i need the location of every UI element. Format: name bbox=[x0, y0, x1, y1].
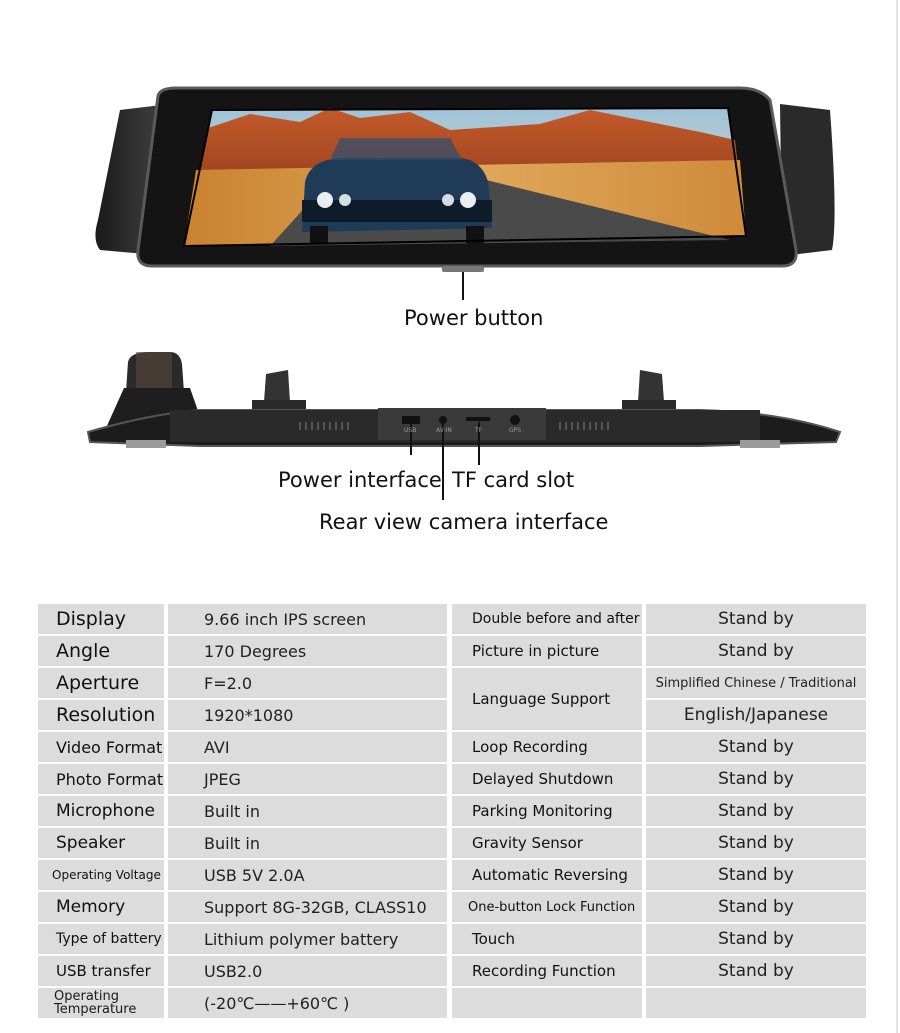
spec-value: Stand by bbox=[646, 604, 866, 634]
spec-table bbox=[38, 604, 866, 1018]
spec-label: Aperture bbox=[38, 668, 164, 698]
spec-empty-cell bbox=[646, 988, 866, 1018]
spec-value: Stand by bbox=[646, 732, 866, 762]
spec-label: USB transfer bbox=[38, 956, 164, 986]
power-interface-callout: Power interface bbox=[278, 468, 442, 492]
spec-value: Built in bbox=[168, 828, 447, 858]
spec-label: Picture in picture bbox=[452, 636, 642, 666]
spec-label: Operating Temperature bbox=[38, 988, 164, 1018]
spec-value: (-20℃——+60℃ ) bbox=[168, 988, 447, 1018]
spec-value: USB2.0 bbox=[168, 956, 447, 986]
spec-label: Microphone bbox=[38, 796, 164, 826]
spec-label: Delayed Shutdown bbox=[452, 764, 642, 794]
spec-value: Stand by bbox=[646, 636, 866, 666]
spec-label: Angle bbox=[38, 636, 164, 666]
spec-label: Video Format bbox=[38, 732, 164, 762]
spec-label: Automatic Reversing bbox=[452, 860, 642, 890]
spec-label: Display bbox=[38, 604, 164, 634]
av-in-port bbox=[439, 416, 447, 424]
spec-value: Stand by bbox=[646, 796, 866, 826]
spec-value: Stand by bbox=[646, 860, 866, 890]
spec-value: 170 Degrees bbox=[168, 636, 447, 666]
spec-label: Resolution bbox=[38, 700, 164, 730]
gps-port bbox=[510, 415, 520, 425]
tf-card-slot-callout: TF card slot bbox=[452, 468, 575, 492]
tf-slot bbox=[466, 417, 490, 421]
spec-value: Lithium polymer battery bbox=[168, 924, 447, 954]
spec-label: Memory bbox=[38, 892, 164, 922]
spec-empty-cell bbox=[452, 988, 642, 1018]
spec-label: Speaker bbox=[38, 828, 164, 858]
power-button-shape bbox=[442, 266, 484, 272]
mirror-bottom-view bbox=[0, 340, 900, 500]
spec-label: Gravity Sensor bbox=[452, 828, 642, 858]
callout-divider bbox=[442, 466, 444, 494]
spec-label: One-button Lock Function bbox=[452, 892, 642, 922]
spec-value: Built in bbox=[168, 796, 447, 826]
spec-label: Parking Monitoring bbox=[452, 796, 642, 826]
spec-label: Double before and after bbox=[452, 604, 642, 634]
screen-image bbox=[184, 108, 746, 246]
spec-value: Stand by bbox=[646, 828, 866, 858]
spec-value: Stand by bbox=[646, 956, 866, 986]
power-button-callout: Power button bbox=[404, 306, 544, 330]
spec-value: 9.66 inch IPS screen bbox=[168, 604, 447, 634]
mirror-front-illustration bbox=[0, 0, 900, 300]
spec-value: 1920*1080 bbox=[168, 700, 447, 730]
spec-value: USB 5V 2.0A bbox=[168, 860, 447, 890]
spec-value: JPEG bbox=[168, 764, 447, 794]
spec-label: Type of battery bbox=[38, 924, 164, 954]
spec-label: Loop Recording bbox=[452, 732, 642, 762]
usb-port bbox=[402, 416, 420, 424]
spec-label: Touch bbox=[452, 924, 642, 954]
port-label-gps: GPS bbox=[509, 427, 522, 434]
port-label-av-in: AV-IN bbox=[436, 427, 452, 434]
rear-camera-interface-callout: Rear view camera interface bbox=[319, 510, 609, 534]
spec-value: Stand by bbox=[646, 924, 866, 954]
mirror-front-view bbox=[0, 0, 900, 300]
spec-label: Photo Format bbox=[38, 764, 164, 794]
port-label-usb: USB bbox=[404, 427, 417, 434]
spec-value: AVI bbox=[168, 732, 447, 762]
mirror-bottom-illustration bbox=[0, 340, 900, 500]
spec-label: Operating Voltage bbox=[38, 860, 164, 890]
spec-value: English/Japanese bbox=[646, 700, 866, 730]
spec-value: Stand by bbox=[646, 892, 866, 922]
spec-value: F=2.0 bbox=[168, 668, 447, 698]
spec-label: Recording Function bbox=[452, 956, 642, 986]
spec-value: Stand by bbox=[646, 764, 866, 794]
port-label-tf: TF bbox=[475, 427, 483, 434]
spec-value: Simplified Chinese / Traditional bbox=[646, 668, 866, 698]
spec-label: Language Support bbox=[452, 668, 642, 730]
spec-value: Support 8G-32GB, CLASS10 bbox=[168, 892, 447, 922]
